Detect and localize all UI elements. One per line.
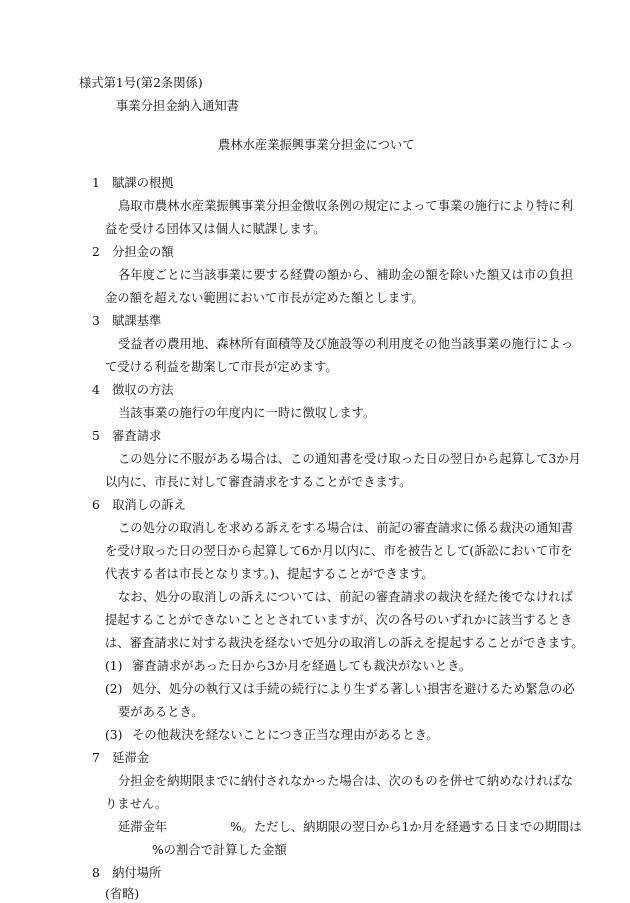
section-heading-3: 3 賦課基準 [92,314,162,328]
section-1-line-2: 益を受ける団体又は個人に賦課します。 [105,222,326,236]
section-6-para-2-line-2: 提起することができないこととされていますが、次の各号のいずれかに該当するとき [105,613,573,627]
section-6-para-2-line-1: なお、処分の取消しの訴えについては、前記の審査請求の裁決を経た後でなければ [118,590,573,604]
section-7-line-2: りません。 [105,797,168,811]
section-1-line-1: 鳥取市農林水産業振興事業分担金徴収条例の規定によって事業の施行により特に利 [118,199,573,213]
section-5-line-1: この処分に不服がある場合は、この通知書を受け取った日の翌日から起算して3か月 [118,452,581,466]
section-6-item-3-text: その他裁決を経ないことにつき正当な理由があるとき。 [132,728,439,742]
section-heading-4: 4 徴収の方法 [92,383,174,397]
section-6-item-2-text-line-2: 要があるとき。 [118,705,204,719]
section-8-line-1: (省略) [105,887,140,901]
section-3-line-1: 受益者の農用地、森林所有面積等及び施設等の利用度その他当該事業の施行によっ [118,337,573,351]
section-5-line-2: 以内に、市長に対して審査請求をすることができます。 [105,475,412,489]
section-6-para-1-line-1: この処分の取消しを求める訴えをする場合は、前記の審査請求に係る裁決の通知書 [118,521,573,535]
late-fee-rate-text: %。ただし、納期限の翌日から1か月を経過する日までの期間は [230,820,582,834]
section-6-item-1-text: 審査請求があった日から3か月を経過しても裁決がないとき。 [132,659,472,673]
section-2-line-1: 各年度ごとに当該事業に要する経費の額から、補助金の額を除いた額又は市の負担 [118,268,573,282]
section-heading-7: 7 延滞金 [92,751,150,765]
section-2-line-2: 金の額を超えない範囲において市長が定めた額とします。 [105,291,424,305]
late-fee-rate-text-2: %の割合で計算した金額 [152,843,287,857]
section-6-item-1-number: (1) [105,659,123,673]
section-heading-8: 8 納付場所 [92,866,162,880]
section-heading-6: 6 取消しの訴え [92,498,186,512]
section-4-line-1: 当該事業の施行の年度内に一時に徴収します。 [118,406,376,420]
section-6-item-3-number: (3) [105,728,123,742]
section-heading-5: 5 審査請求 [92,429,162,443]
section-6-para-2-line-3: は、審査請求に対する裁決を経ないで処分の取消しの訴えを提起することができます。 [105,636,584,650]
document-name: 事業分担金納入通知書 [116,99,239,113]
section-6-para-1-line-3: 代表する者は市長となります。)、提起することができます。 [105,567,434,581]
section-6-item-2-number: (2) [105,682,123,696]
section-7-line-1: 分担金を納期限までに納付されなかった場合は、次のものを併せて納めなければな [118,774,573,788]
section-heading-2: 2 分担金の額 [92,245,174,259]
section-3-line-2: て受ける利益を勘案して市長が定めます。 [105,360,338,374]
page-title: 農林水産業振興事業分担金について [218,138,415,152]
section-6-para-1-line-2: を受け取った日の翌日から起算して6か月以内に、市を被告として(訴訟において市を [105,544,573,558]
form-number: 様式第1号(第2条関係) [79,76,203,90]
section-heading-1: 1 賦課の根拠 [92,176,174,190]
late-fee-label: 延滞金年 [118,820,168,834]
section-6-item-2-text-line-1: 処分、処分の執行又は手続の続行により生ずる著しい損害を避けるため緊急の必 [132,682,575,696]
